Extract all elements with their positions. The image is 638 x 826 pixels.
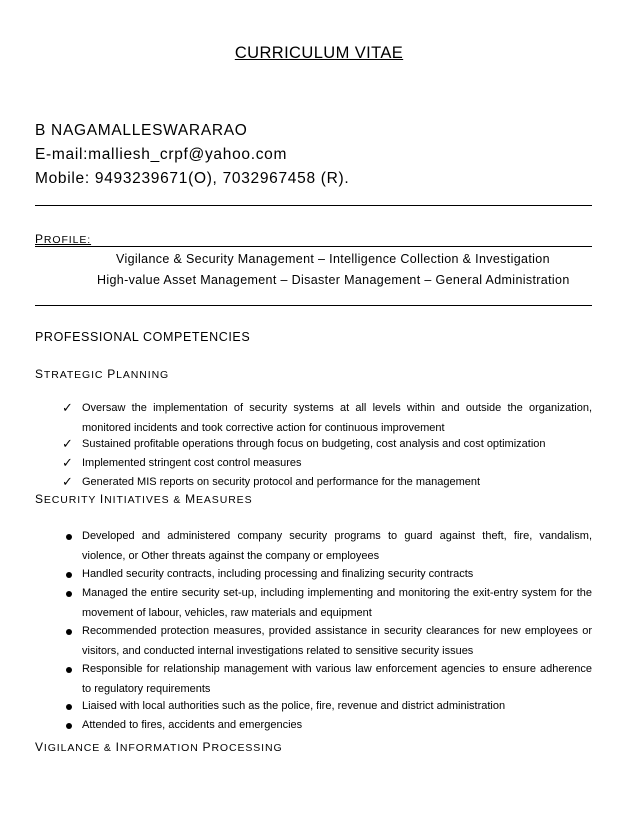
heading-part: S	[35, 367, 44, 381]
list-item-text: Handled security contracts, including processing and finalizing security contracts	[82, 568, 474, 580]
mobile-line: Mobile: 9493239671(O), 7032967458 (R).	[35, 170, 350, 187]
email-line: E-mail:malliesh_crpf@yahoo.com	[35, 146, 288, 163]
list-item-text: Oversaw the implementation of security systems at all levels within and outside the organization, monitored incidents and took corrective action for continuous improvement	[82, 402, 592, 434]
bullet-icon	[66, 572, 72, 578]
profile-heading-rest: ROFILE:	[43, 234, 92, 246]
list-item	[62, 565, 592, 585]
heading-part: NITIATIVES &	[104, 494, 186, 506]
check-mark-icon: ✓	[62, 475, 73, 490]
list-item	[62, 454, 592, 474]
list-item	[62, 527, 592, 566]
list-item-text: Sustained profitable operations through focus on budgeting, cost analysis and cost optimization	[82, 438, 546, 450]
bullet-icon	[66, 629, 72, 635]
divider	[35, 305, 592, 306]
check-mark-icon: ✓	[62, 437, 73, 452]
list-item	[62, 435, 592, 455]
heading-part: S	[35, 492, 44, 506]
bullet-icon	[66, 704, 72, 710]
list-item-text: Attended to fires, accidents and emergencies	[82, 719, 303, 731]
heading-part: EASURES	[196, 494, 253, 506]
section-heading-security-initiatives	[35, 492, 252, 506]
check-mark-icon: ✓	[62, 456, 73, 471]
divider	[35, 205, 592, 206]
list-item	[62, 399, 592, 438]
list-item	[62, 716, 592, 736]
heading-part: ECURITY	[43, 494, 100, 506]
heading-part: IGILANCE &	[43, 742, 116, 754]
profile-heading-initial: P	[35, 232, 44, 246]
profile-line-2: High-value Asset Management – Disaster Management – General Administration	[97, 273, 570, 287]
list-item	[62, 584, 592, 623]
check-mark-icon: ✓	[62, 401, 73, 416]
heading-part: M	[185, 492, 196, 506]
list-item-text: Liaised with local authorities such as the police, fire, revenue and district administration	[82, 700, 506, 712]
bullet-icon	[66, 534, 72, 540]
list-item-text: Developed and administered company security programs to guard against theft, fire, vandalism, violence, or Other threats against the company or employees	[82, 530, 592, 562]
heading-part: I	[99, 492, 105, 506]
bullet-icon	[66, 667, 72, 673]
heading-part: P	[107, 367, 117, 381]
heading-part: ROCESSING	[211, 742, 283, 754]
heading-part: P	[202, 740, 212, 754]
heading-part: I	[115, 740, 120, 754]
heading-part: LANNING	[116, 369, 170, 381]
list-item-text: Managed the entire security set-up, including implementing and monitoring the exit-entry system for the movement of labour, vehicles, raw materials and equipment	[82, 587, 592, 619]
list-item	[62, 697, 592, 717]
list-item-text: Generated MIS reports on security protocol and performance for the management	[82, 476, 481, 488]
profile-heading	[35, 232, 91, 246]
list-item	[62, 622, 592, 661]
heading-part: NFORMATION	[119, 742, 203, 754]
list-item-text: Recommended protection measures, provided assistance in security clearances for new employees or visitors, and conducted internal investigations related to sensitive security issues	[82, 625, 592, 657]
bullet-icon	[66, 723, 72, 729]
profile-line-1: Vigilance & Security Management – Intelligence Collection & Investigation	[116, 252, 550, 266]
document-title: CURRICULUM VITAE	[234, 44, 404, 62]
candidate-name: B NAGAMALLESWARARAO	[35, 122, 248, 139]
list-item-text: Implemented stringent cost control measures	[82, 457, 302, 469]
bullet-icon	[66, 591, 72, 597]
competencies-heading: PROFESSIONAL COMPETENCIES	[35, 330, 251, 344]
list-item-text: Responsible for relationship management with various law enforcement agencies to ensure adherence to regulatory requirements	[82, 663, 592, 695]
section-heading-strategic-planning	[35, 367, 169, 381]
list-item	[62, 660, 592, 699]
divider	[35, 246, 592, 247]
section-heading-vigilance	[35, 740, 283, 754]
list-item	[62, 473, 592, 493]
heading-part: TRATEGIC	[43, 369, 108, 381]
heading-part: V	[35, 740, 44, 754]
